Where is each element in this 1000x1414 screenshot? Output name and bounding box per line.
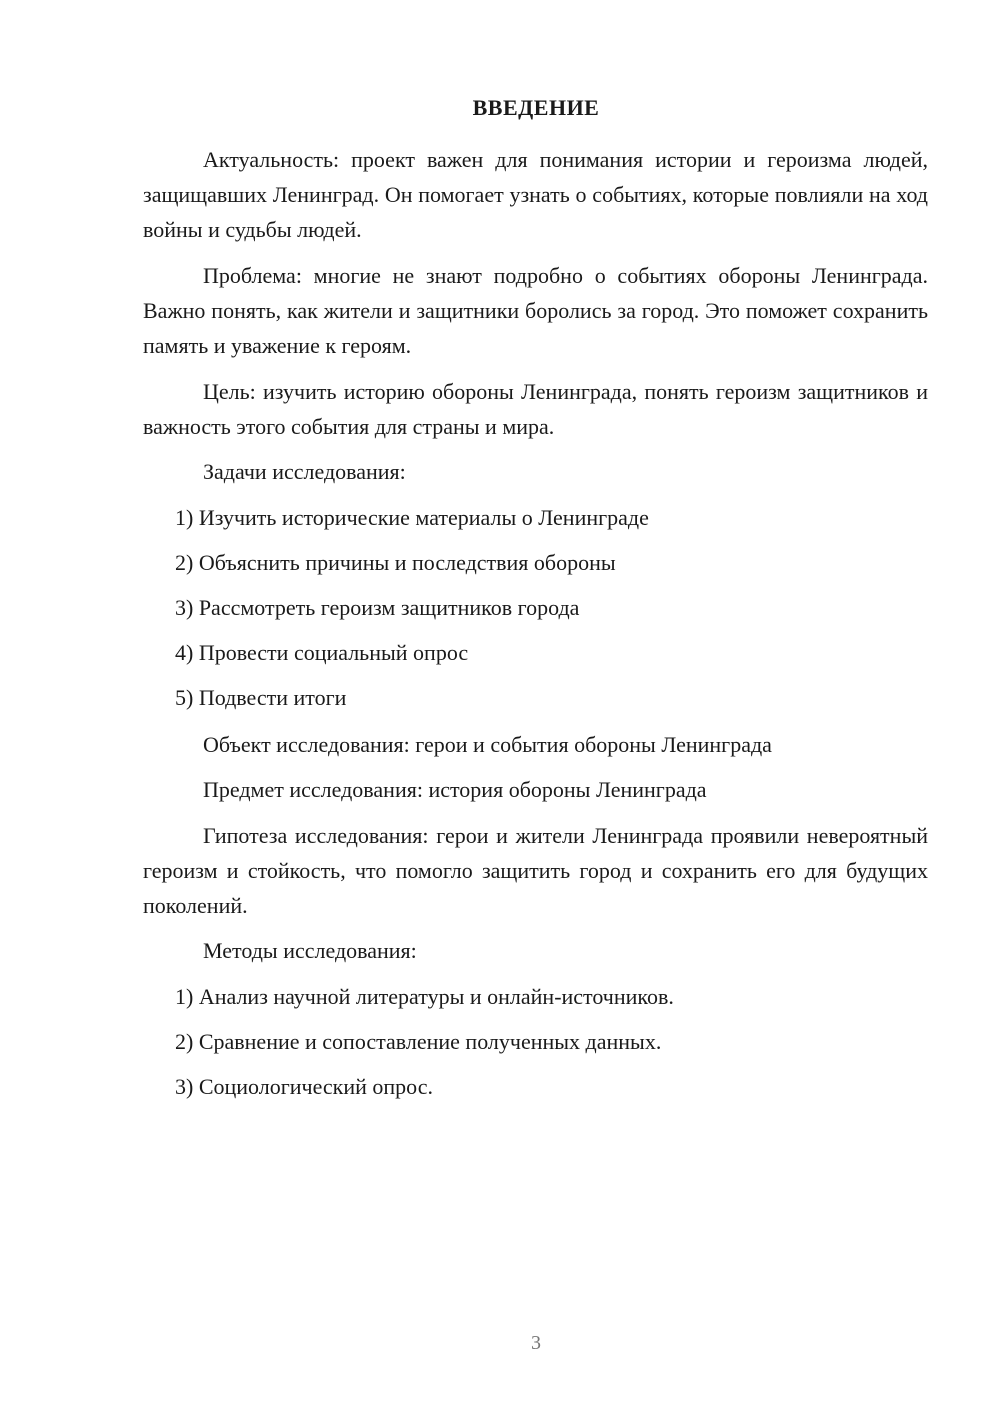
relevance-paragraph: Актуальность: проект важен для понимания истории и героизма людей, защищавших Ленинград. Он помогает узнать о событиях, которые повлияли на ход войны и судьбы людей. [143, 147, 928, 242]
method-item: 1) Анализ научной литературы и онлайн-источников. [175, 984, 674, 1009]
goal-paragraph: Цель: изучить историю обороны Ленинграда, понять героизм защитников и важность этого события для страны и мира. [143, 379, 928, 439]
problem-paragraph: Проблема: многие не знают подробно о событиях обороны Ленинграда. Важно понять, как жители и защитники боролись за город. Это поможет сохранить память и уважение к героям. [143, 263, 928, 358]
task-item: 3) Рассмотреть героизм защитников города [175, 595, 580, 620]
method-item: 3) Социологический опрос. [175, 1074, 433, 1099]
task-item: 1) Изучить исторические материалы о Ленинграде [175, 505, 649, 530]
task-item: 5) Подвести итоги [175, 685, 347, 710]
method-item: 2) Сравнение и сопоставление полученных данных. [175, 1029, 662, 1054]
methods-title: Методы исследования: [203, 938, 417, 963]
task-item: 4) Провести социальный опрос [175, 640, 469, 665]
research-subject: Предмет исследования: история обороны Ленинграда [203, 777, 707, 802]
page-number: 3 [531, 1332, 541, 1354]
research-object: Объект исследования: герои и события обороны Ленинграда [203, 732, 772, 757]
task-item: 2) Объяснить причины и последствия обороны [175, 550, 616, 575]
tasks-title: Задачи исследования: [203, 459, 406, 484]
hypothesis-paragraph: Гипотеза исследования: герои и жители Ленинграда проявили невероятный героизм и стойкость, что помогло защитить город и сохранить его для будущих поколений. [143, 823, 928, 918]
section-heading: ВВЕДЕНИЕ [472, 95, 600, 120]
